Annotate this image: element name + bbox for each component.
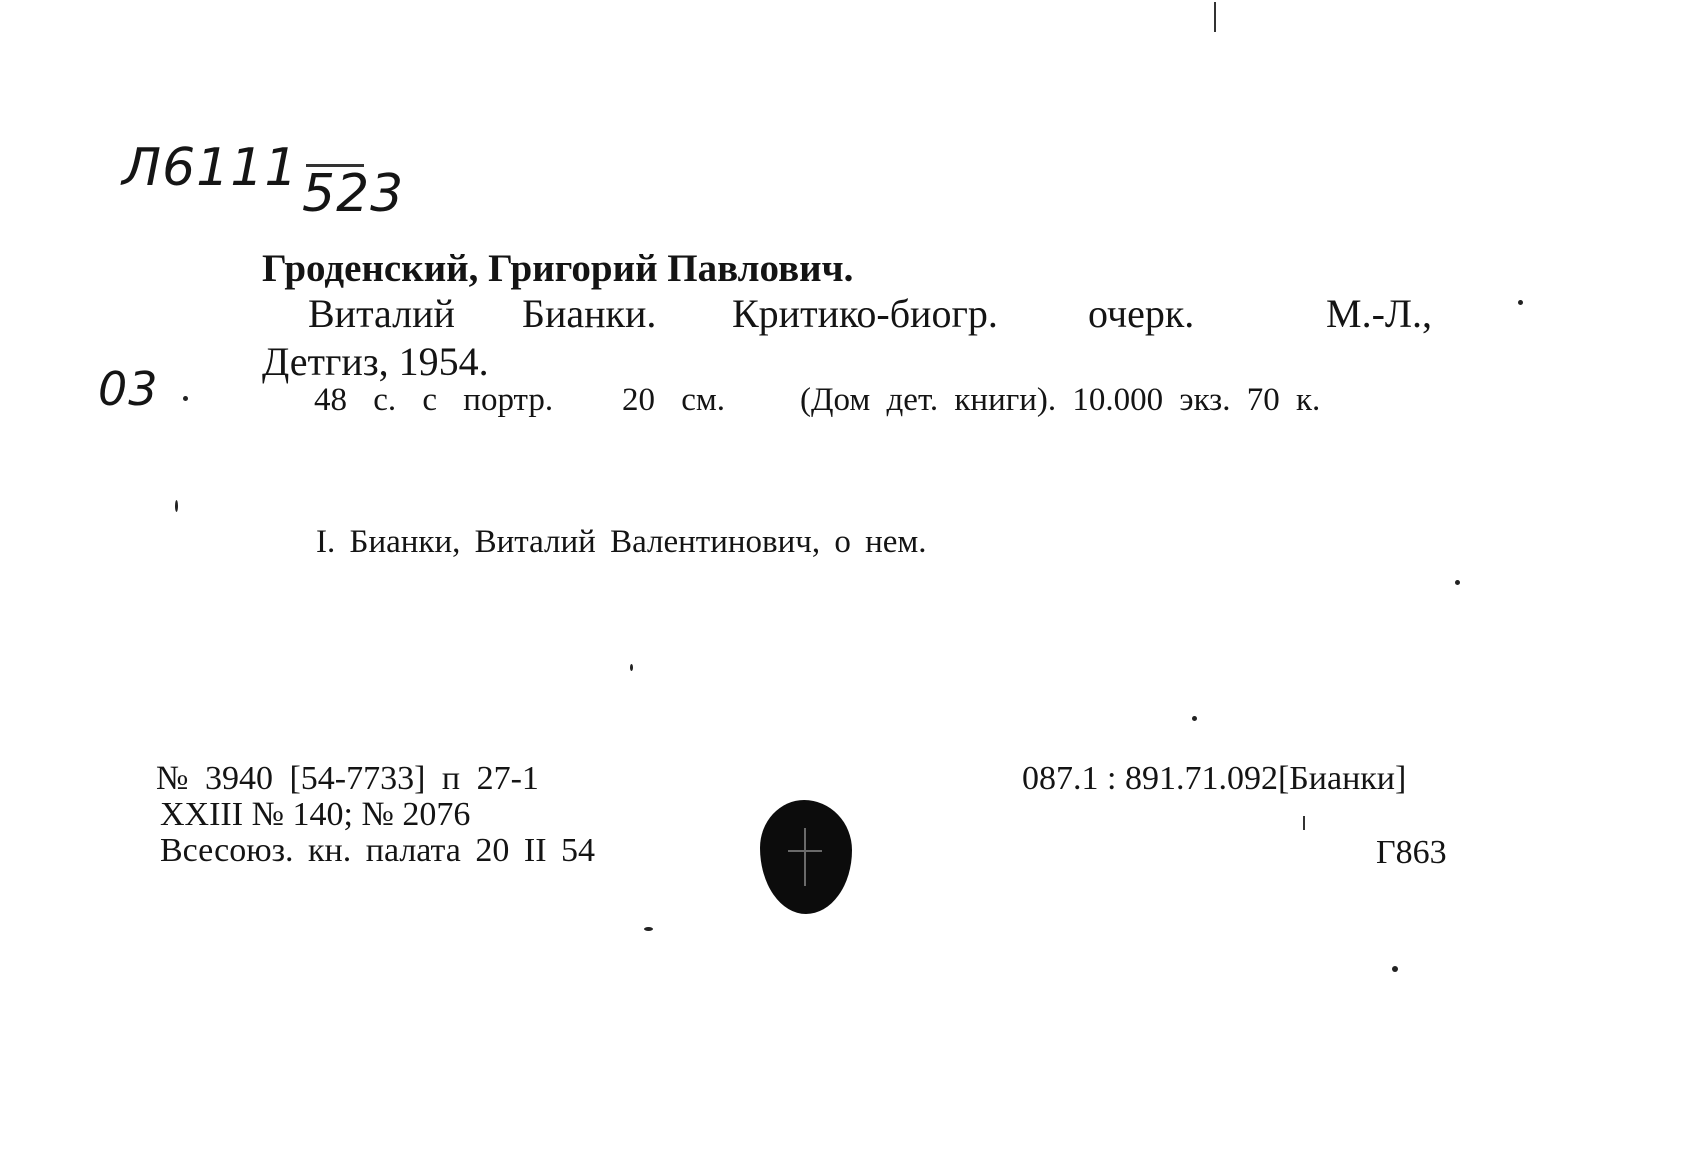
scan-speck [1455, 580, 1460, 585]
scan-speck [183, 396, 188, 401]
handwritten-shelf-mark: Л6111 [122, 138, 299, 198]
scan-speck [630, 664, 633, 671]
punch-hole-blot [760, 800, 852, 914]
title-word: Критико-биогр. [732, 291, 998, 336]
registration-line-3: Всесоюз. кн. палата 20 II 54 [160, 832, 596, 869]
title-word: очерк. [1088, 291, 1195, 336]
handwritten-margin-mark: 03 [98, 362, 159, 416]
author-heading: Гроденский, Григорий Павлович. [262, 247, 854, 290]
place-of-publication: М.-Л., [1326, 291, 1433, 336]
subject-tracing: I. Бианки, Виталий Валентинович, о нем. [316, 524, 927, 560]
publisher-line: Детгиз, 1954. [262, 339, 489, 384]
scan-speck [175, 500, 178, 512]
collation-pages: 48 с. с портр. [314, 382, 554, 418]
handwritten-number: 523 [302, 164, 405, 224]
blot-mark [788, 850, 822, 852]
collation-size: 20 см. [622, 382, 726, 418]
registration-line-2: XXIII № 140; № 2076 [160, 796, 471, 833]
blot-mark [804, 828, 806, 886]
scan-mark [1214, 2, 1216, 32]
scan-mark [1303, 816, 1305, 830]
scan-speck [644, 927, 653, 931]
title-word: Виталий [308, 291, 455, 336]
scan-speck [1518, 300, 1523, 305]
title-word: Бианки. [522, 291, 657, 336]
collation-series-price: (Дом дет. книги). 10.000 экз. 70 к. [800, 382, 1321, 418]
registration-line-1: № 3940 [54-7733] п 27-1 [156, 760, 539, 797]
scan-speck [1392, 966, 1398, 972]
author-mark: Г863 [1376, 834, 1447, 871]
classification-index: 087.1 : 891.71.092[Бианки] [1022, 760, 1407, 797]
scan-speck [1192, 716, 1197, 721]
